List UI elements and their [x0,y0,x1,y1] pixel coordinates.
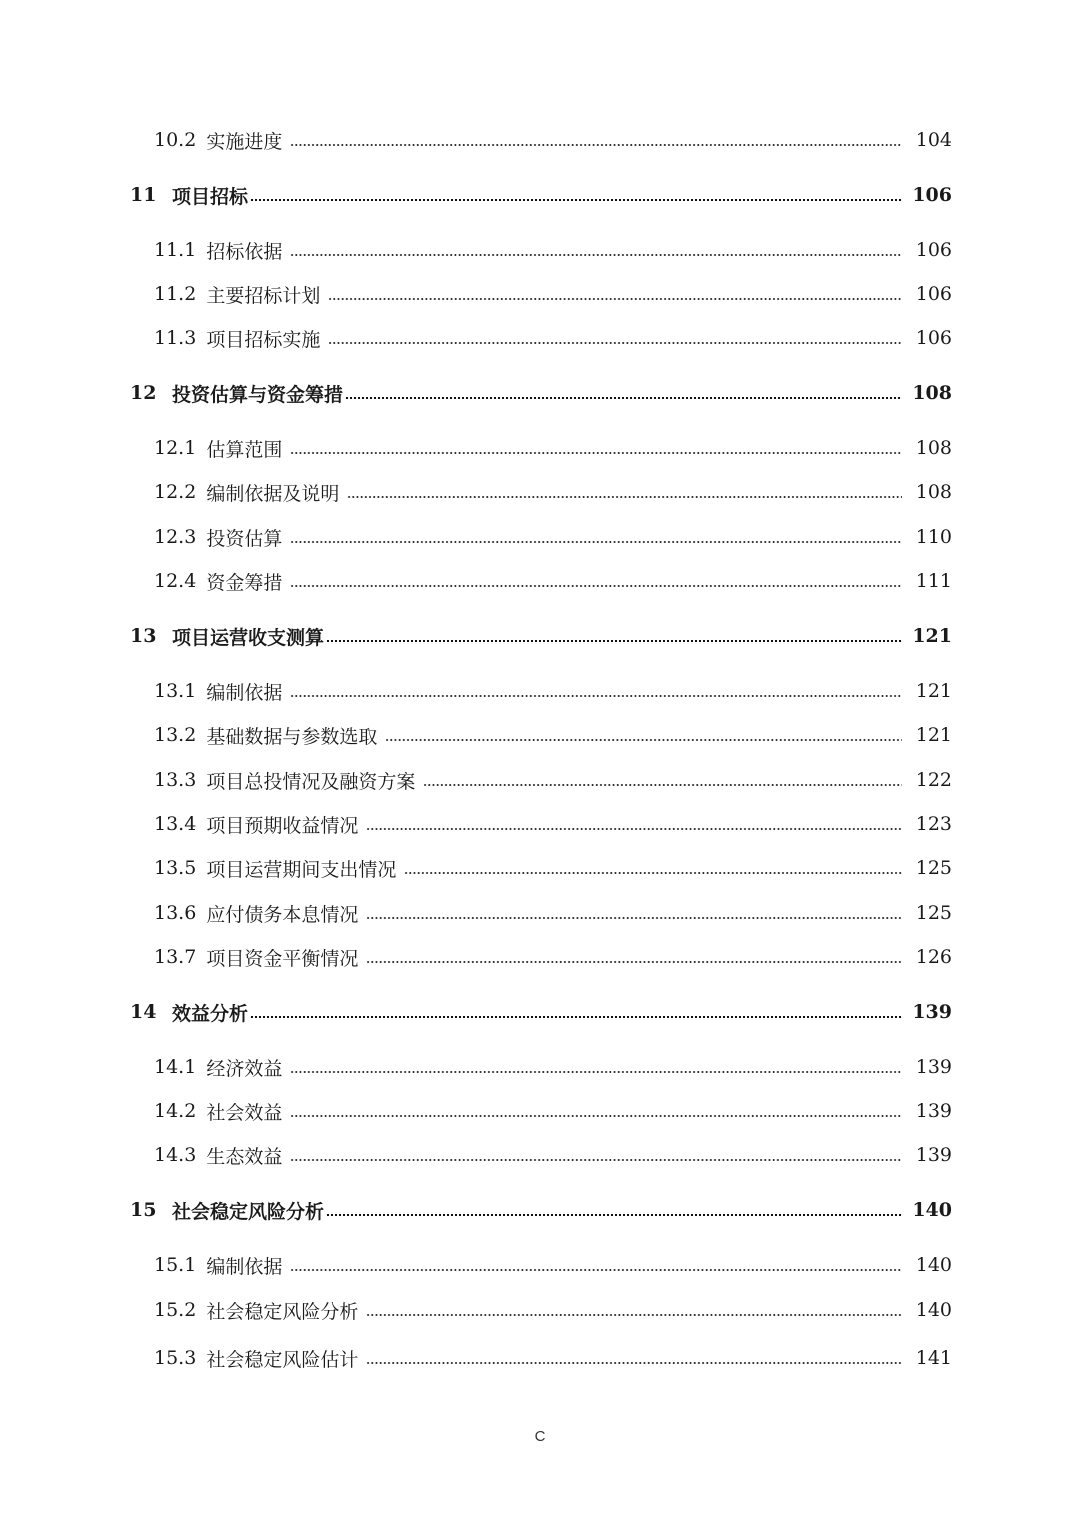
toc-page-number: 111 [915,570,952,592]
toc-entry-number: 13.5 [154,857,197,879]
page-footer-letter: C [534,1428,546,1445]
dot-leader [326,1214,902,1216]
toc-page-number: 108 [912,382,952,404]
toc-entry-title: 项目招标 [172,185,249,208]
dot-leader [347,496,902,498]
dot-leader [290,144,902,146]
toc-section-row[interactable] [0,472,1080,512]
dot-leader [250,199,902,201]
dot-leader [328,298,902,300]
toc-page-number: 125 [915,857,952,879]
toc-entry-number: 15.2 [154,1299,197,1321]
toc-entry-number: 11.3 [154,327,197,349]
toc-section-row[interactable] [0,804,1080,844]
toc-entry-title: 效益分析 [172,1002,249,1025]
toc-entry-title: 项目资金平衡情况 [206,947,359,970]
toc-entry-number: 12 [130,382,157,404]
toc-entry-number: 13.4 [154,813,197,835]
toc-section-row[interactable] [0,561,1080,601]
toc-entry-title: 应付债务本息情况 [206,903,359,926]
toc-entry-title: 社会稳定风险分析 [206,1300,359,1323]
toc-entry-title: 估算范围 [206,438,283,461]
toc-section-row[interactable] [0,715,1080,755]
toc-section-row[interactable] [0,760,1080,800]
toc-entry-number: 14.2 [154,1100,197,1122]
toc-entry-number: 14.1 [154,1056,197,1078]
toc-entry-number: 15.1 [154,1254,197,1276]
dot-leader [290,1115,902,1117]
toc-entry-number: 13 [130,625,157,647]
toc-section-row[interactable] [0,671,1080,711]
toc-entry-title: 项目运营期间支出情况 [206,858,397,881]
toc-page-number: 106 [912,184,952,206]
dot-leader [290,1159,902,1161]
toc-page-number: 139 [912,1001,952,1023]
toc-entry-number: 11.2 [154,283,197,305]
toc-page-number: 140 [915,1254,952,1276]
toc-entry-title: 资金筹措 [206,571,283,594]
toc-page-number: 121 [915,724,952,746]
toc-page-number: 122 [915,769,952,791]
toc-page-number: 140 [915,1299,952,1321]
toc-entry-number: 11.1 [154,239,197,261]
toc-entry-title: 经济效益 [206,1057,283,1080]
toc-entry-number: 13.2 [154,724,197,746]
dot-leader [290,541,902,543]
toc-entry-title: 投资估算 [206,527,283,550]
toc-section-row[interactable] [0,1047,1080,1087]
toc-page-number: 140 [912,1199,952,1221]
toc-entry-title: 投资估算与资金筹措 [172,383,344,406]
dot-leader [290,1071,902,1073]
toc-entry-title: 实施进度 [206,130,283,153]
toc-page-number: 108 [915,481,952,503]
toc-entry-number: 11 [130,184,157,206]
toc-entry-number: 12.3 [154,526,197,548]
toc-entry-number: 12.4 [154,570,197,592]
toc-chapter-row[interactable] [0,175,1080,215]
toc-section-row[interactable] [0,1338,1080,1378]
toc-page-number: 123 [915,813,952,835]
toc-entry-title: 项目运营收支测算 [172,626,325,649]
toc-chapter-row[interactable] [0,373,1080,413]
dot-leader [366,1314,902,1316]
toc-section-row[interactable] [0,120,1080,160]
toc-section-row[interactable] [0,937,1080,977]
toc-entry-title: 项目招标实施 [206,328,321,351]
toc-section-row[interactable] [0,517,1080,557]
toc-page-number: 139 [915,1100,952,1122]
dot-leader [290,452,902,454]
dot-leader [250,1016,902,1018]
toc-entry-number: 14 [130,1001,157,1023]
toc-chapter-row[interactable] [0,1190,1080,1230]
toc-section-row[interactable] [0,1245,1080,1285]
dot-leader [404,872,902,874]
toc-section-row[interactable] [0,848,1080,888]
toc-page-number: 106 [915,239,952,261]
toc-entry-title: 项目预期收益情况 [206,814,359,837]
toc-entry-title: 社会效益 [206,1101,283,1124]
toc-chapter-row[interactable] [0,616,1080,656]
toc-page-number: 106 [915,283,952,305]
dot-leader [326,640,902,642]
dot-leader [366,961,902,963]
dot-leader [366,917,902,919]
toc-page-number: 104 [915,129,952,151]
toc-section-row[interactable] [0,230,1080,270]
toc-entry-number: 15.3 [154,1347,197,1369]
toc-entry-title: 项目总投情况及融资方案 [206,770,416,793]
dot-leader [328,342,902,344]
toc-page-number: 121 [912,625,952,647]
toc-entry-title: 社会稳定风险估计 [206,1348,359,1371]
dot-leader [423,784,902,786]
toc-entry-title: 编制依据 [206,681,283,704]
toc-entry-number: 12.1 [154,437,197,459]
toc-entry-title: 基础数据与参数选取 [206,725,378,748]
toc-section-row[interactable] [0,1290,1080,1330]
toc-entry-number: 13.1 [154,680,197,702]
toc-entry-number: 12.2 [154,481,197,503]
toc-entry-title: 社会稳定风险分析 [172,1200,325,1223]
toc-entry-number: 13.7 [154,946,197,968]
toc-page-number: 110 [915,526,952,548]
toc-section-row[interactable] [0,1135,1080,1175]
toc-page-number: 139 [915,1144,952,1166]
dot-leader [290,695,902,697]
toc-entry-number: 14.3 [154,1144,197,1166]
toc-section-row[interactable] [0,274,1080,314]
toc-entry-number: 10.2 [154,129,197,151]
toc-entry-title: 招标依据 [206,240,283,263]
toc-page-number: 106 [915,327,952,349]
toc-entry-number: 15 [130,1199,157,1221]
dot-leader [345,397,902,399]
toc-page-number: 125 [915,902,952,924]
toc-page-number: 139 [915,1056,952,1078]
dot-leader [385,739,902,741]
toc-entry-number: 13.6 [154,902,197,924]
dot-leader [290,1269,902,1271]
toc-entry-title: 编制依据 [206,1255,283,1278]
toc-entry-title: 生态效益 [206,1145,283,1168]
toc-page-number: 108 [915,437,952,459]
dot-leader [290,254,902,256]
toc-section-row[interactable] [0,1091,1080,1131]
dot-leader [366,1362,902,1364]
toc-chapter-row[interactable] [0,992,1080,1032]
dot-leader [366,828,902,830]
toc-page-number: 141 [915,1347,952,1369]
toc-section-row[interactable] [0,428,1080,468]
toc-entry-title: 主要招标计划 [206,284,321,307]
dot-leader [290,585,902,587]
toc-page-number: 126 [915,946,952,968]
toc-entry-title: 编制依据及说明 [206,482,340,505]
toc-section-row[interactable] [0,893,1080,933]
toc-entry-number: 13.3 [154,769,197,791]
toc-section-row[interactable] [0,318,1080,358]
toc-page-number: 121 [915,680,952,702]
